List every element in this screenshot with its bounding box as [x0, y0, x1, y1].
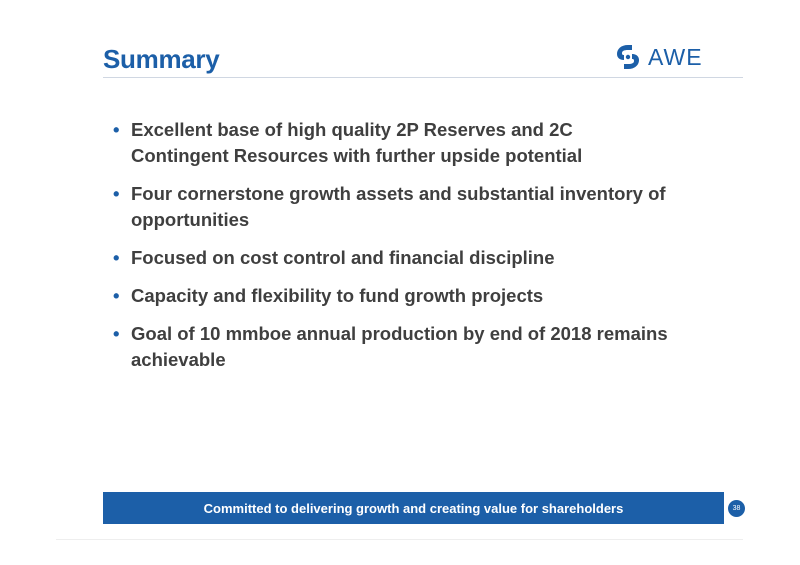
footer-text: Committed to delivering growth and creating value for shareholders: [203, 500, 624, 516]
logo-text: AWE: [648, 43, 703, 70]
bullet-item: [113, 181, 673, 233]
bullet-item: [113, 321, 673, 373]
bullet-marker: •: [113, 119, 120, 140]
bullet-text: Goal of 10 mmboe annual production by end of 2018 remains achievable: [131, 323, 668, 370]
bullet-marker: •: [113, 247, 120, 268]
bullet-marker: •: [113, 285, 120, 306]
bullet-item: [113, 117, 673, 169]
bullet-item: [113, 245, 673, 271]
bullet-text: Capacity and flexibility to fund growth projects: [131, 285, 544, 306]
footer-banner: [103, 492, 724, 524]
page-number: 38: [728, 500, 745, 517]
bullet-text: Excellent base of high quality 2P Reserves and 2C Contingent Resources with further upside potential: [131, 119, 583, 166]
bullet-marker: •: [113, 183, 120, 204]
slide-title: Summary: [103, 44, 220, 74]
bullet-text: Focused on cost control and financial discipline: [131, 247, 555, 268]
title-divider: [103, 77, 743, 78]
bullet-list: [113, 117, 673, 385]
bullet-text: Four cornerstone growth assets and substantial inventory of opportunities: [131, 183, 666, 230]
company-logo: [614, 43, 703, 71]
awe-logo-icon: [614, 43, 642, 71]
bullet-item: [113, 283, 673, 309]
bullet-marker: •: [113, 323, 120, 344]
